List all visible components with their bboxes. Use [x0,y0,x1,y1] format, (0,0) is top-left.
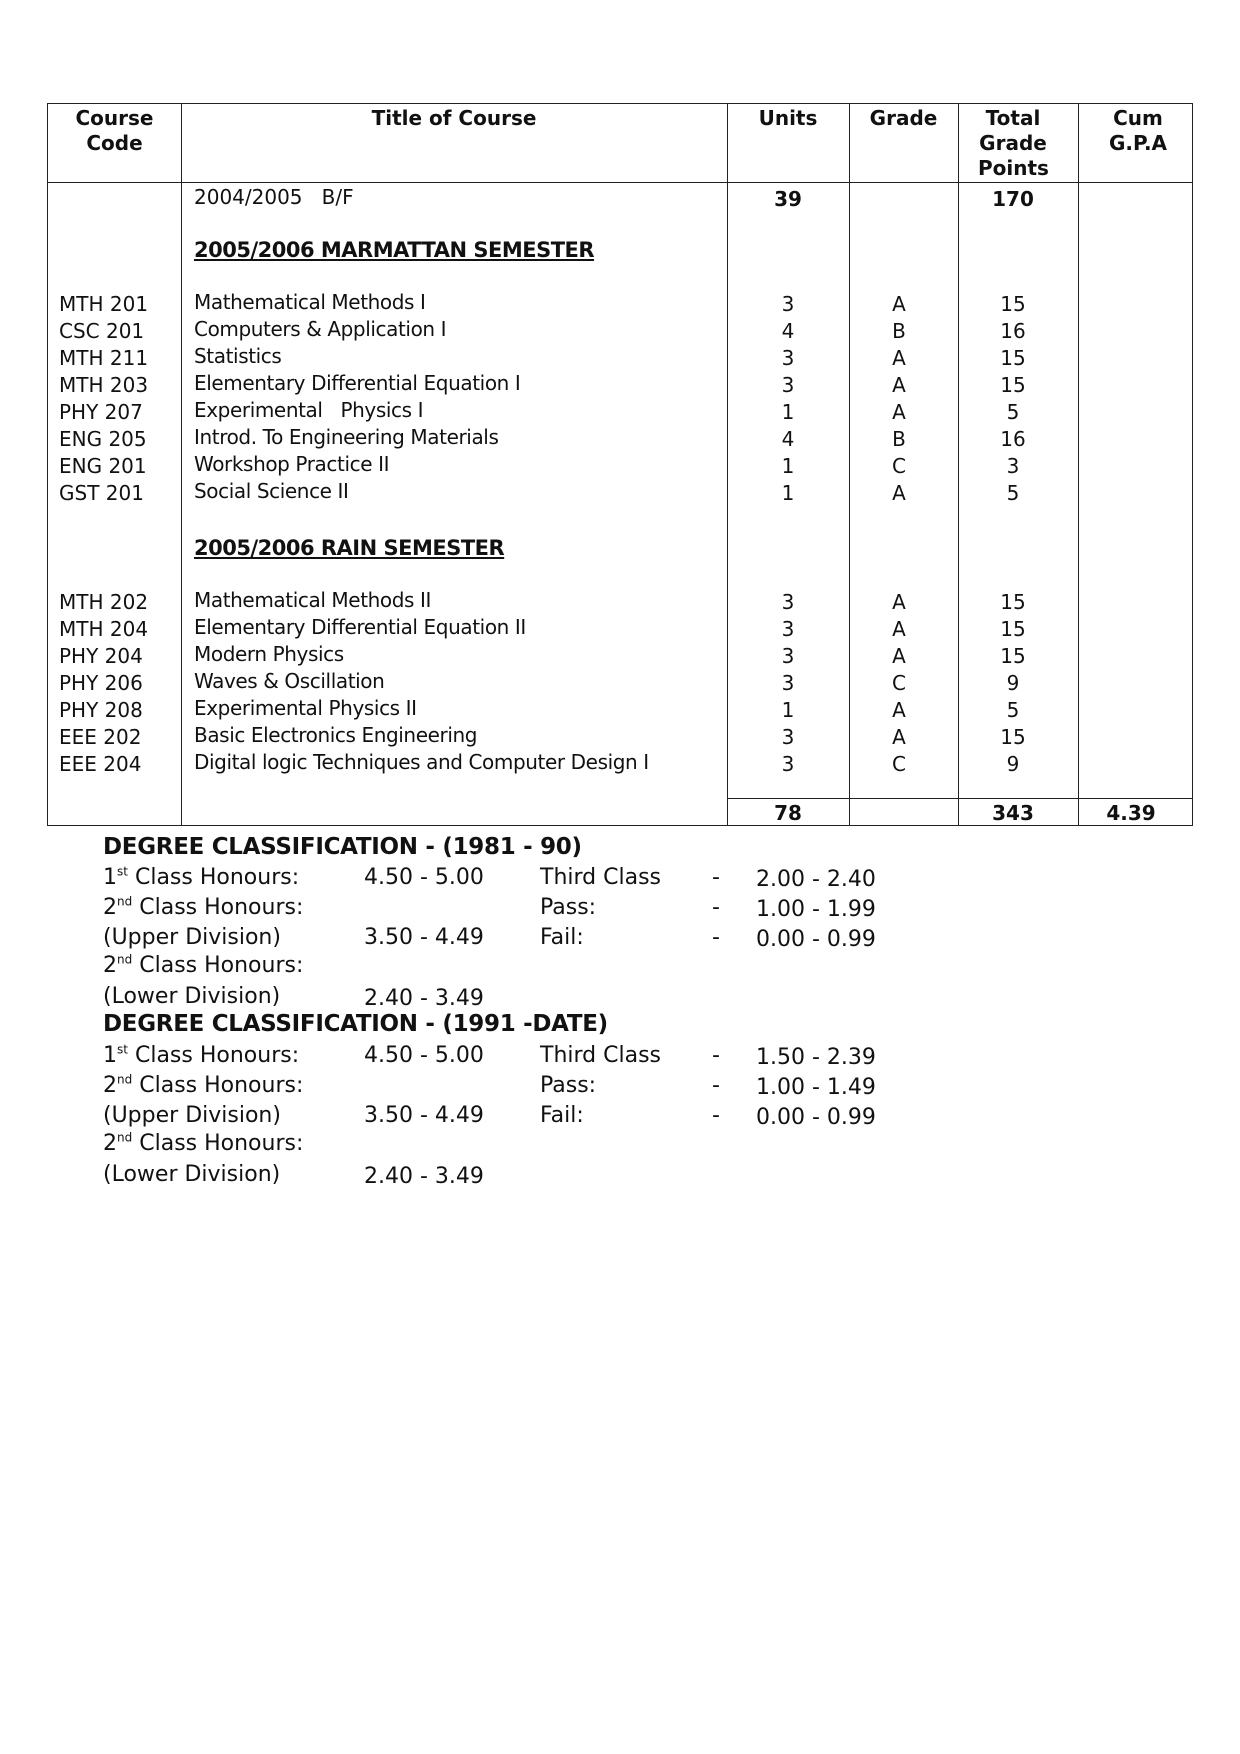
pass-label: Pass: [540,895,597,920]
course-points: 5 [1006,400,1020,424]
course-grade: B [892,319,906,343]
course-grade: A [892,644,906,668]
course-units: 1 [781,481,795,505]
course-points: 15 [1000,373,1026,397]
third-class-label: Third Class [540,1043,661,1068]
upper-division-label: (Upper Division) [103,925,281,950]
course-grade: A [892,725,906,749]
lower-division-label: (Lower Division) [103,984,281,1009]
second-class-label-lower: 2nd Class Honours: [103,952,304,978]
course-units: 3 [781,644,795,668]
course-title: Basic Electronics Engineering [194,723,478,747]
column-divider [1078,104,1079,825]
course-points: 5 [1006,481,1020,505]
course-units: 3 [781,752,795,776]
course-units: 3 [781,617,795,641]
course-grade: C [892,454,906,478]
course-title: Experimental Physics I [194,398,424,422]
course-code: MTH 201 [59,292,149,316]
range-dash: - [712,1043,720,1068]
course-code: PHY 204 [59,644,143,668]
course-code: PHY 206 [59,671,143,695]
course-code: EEE 204 [59,752,142,776]
semester-heading: 2005/2006 RAIN SEMESTER [194,536,505,560]
third-class-range: 1.50 - 2.39 [756,1045,876,1070]
range-dash: - [712,1073,720,1098]
course-code: PHY 208 [59,698,143,722]
course-grade: A [892,617,906,641]
course-title: Elementary Differential Equation I [194,371,521,395]
second-class-label: 2nd Class Honours: [103,1072,304,1098]
course-points: 15 [1000,590,1026,614]
fail-range: 0.00 - 0.99 [756,1105,876,1130]
course-units: 1 [781,400,795,424]
course-points: 15 [1000,292,1026,316]
column-divider [849,104,850,825]
course-units: 4 [781,319,795,343]
fail-range: 0.00 - 0.99 [756,927,876,952]
lower-division-range: 2.40 - 3.49 [364,986,484,1011]
course-title: Workshop Practice II [194,452,390,476]
upper-division-range: 3.50 - 4.49 [364,1103,484,1128]
course-title: Mathematical Methods II [194,588,432,612]
classification-heading: DEGREE CLASSIFICATION - (1991 -DATE) [103,1011,608,1037]
course-units: 3 [781,590,795,614]
course-points: 15 [1000,644,1026,668]
course-grade: C [892,752,906,776]
course-points: 9 [1006,752,1020,776]
first-class-range: 4.50 - 5.00 [364,1043,484,1068]
course-code: CSC 201 [59,319,145,343]
course-code: ENG 205 [59,427,147,451]
course-grade: A [892,346,906,370]
course-units: 3 [781,373,795,397]
course-code: MTH 211 [59,346,149,370]
header-cum-gpa: Cum G.P.A [1108,106,1168,155]
course-code: GST 201 [59,481,144,505]
header-total-grade-points: Total Grade Points [978,106,1049,180]
course-title: Mathematical Methods I [194,290,426,314]
course-code: ENG 201 [59,454,147,478]
course-points: 16 [1000,427,1026,451]
range-dash: - [712,925,720,950]
classification-heading: DEGREE CLASSIFICATION - (1981 - 90) [103,834,582,860]
transcript-table [47,103,1193,826]
pass-range: 1.00 - 1.49 [756,1075,876,1100]
course-code: EEE 202 [59,725,142,749]
course-grade: A [892,292,906,316]
course-points: 9 [1006,671,1020,695]
lower-division-label: (Lower Division) [103,1162,281,1187]
course-points: 15 [1000,617,1026,641]
course-units: 3 [781,292,795,316]
course-title: Modern Physics [194,642,344,666]
header-units: Units [758,106,818,130]
course-title: Experimental Physics II [194,696,417,720]
bf-label: 2004/2005 B/F [194,185,354,209]
course-grade: A [892,400,906,424]
course-points: 3 [1006,454,1020,478]
course-units: 3 [781,725,795,749]
lower-division-range: 2.40 - 3.49 [364,1164,484,1189]
second-class-label: 2nd Class Honours: [103,894,304,920]
course-title: Statistics [194,344,282,368]
semester-heading: 2005/2006 MARMATTAN SEMESTER [194,238,595,262]
third-class-range: 2.00 - 2.40 [756,867,876,892]
first-class-label: 1st Class Honours: [103,1042,300,1068]
course-code: MTH 203 [59,373,149,397]
course-title: Introd. To Engineering Materials [194,425,499,449]
upper-division-label: (Upper Division) [103,1103,281,1128]
pass-range: 1.00 - 1.99 [756,897,876,922]
column-divider [727,104,728,825]
course-title: Computers & Application I [194,317,447,341]
course-grade: A [892,698,906,722]
course-points: 5 [1006,698,1020,722]
total-units: 78 [774,801,802,825]
range-dash: - [712,895,720,920]
course-code: MTH 202 [59,590,149,614]
course-points: 15 [1000,346,1026,370]
course-grade: A [892,373,906,397]
header-grade: Grade [869,106,938,130]
column-divider [181,104,182,825]
course-grade: C [892,671,906,695]
course-units: 3 [781,671,795,695]
course-title: Social Science II [194,479,349,503]
first-class-label: 1st Class Honours: [103,864,300,890]
third-class-label: Third Class [540,865,661,890]
course-units: 3 [781,346,795,370]
second-class-label-lower: 2nd Class Honours: [103,1130,304,1156]
bf-units: 39 [774,187,802,211]
total-points: 343 [992,801,1034,825]
bf-points: 170 [992,187,1034,211]
fail-label: Fail: [540,1103,584,1128]
course-points: 16 [1000,319,1026,343]
course-units: 4 [781,427,795,451]
upper-division-range: 3.50 - 4.49 [364,925,484,950]
header-course-code: Course Code [75,106,154,155]
course-grade: A [892,590,906,614]
course-grade: A [892,481,906,505]
course-units: 1 [781,454,795,478]
range-dash: - [712,1103,720,1128]
course-code: PHY 207 [59,400,143,424]
range-dash: - [712,865,720,890]
totals-divider [727,798,1192,799]
cumulative-gpa: 4.39 [1106,801,1156,825]
course-title: Digital logic Techniques and Computer Design I [194,750,649,774]
course-code: MTH 204 [59,617,149,641]
header-title: Title of Course [371,106,537,130]
course-units: 1 [781,698,795,722]
pass-label: Pass: [540,1073,597,1098]
course-title: Elementary Differential Equation II [194,615,526,639]
first-class-range: 4.50 - 5.00 [364,865,484,890]
course-grade: B [892,427,906,451]
fail-label: Fail: [540,925,584,950]
course-title: Waves & Oscillation [194,669,385,693]
column-divider [958,104,959,825]
course-points: 15 [1000,725,1026,749]
header-divider [48,182,1192,183]
